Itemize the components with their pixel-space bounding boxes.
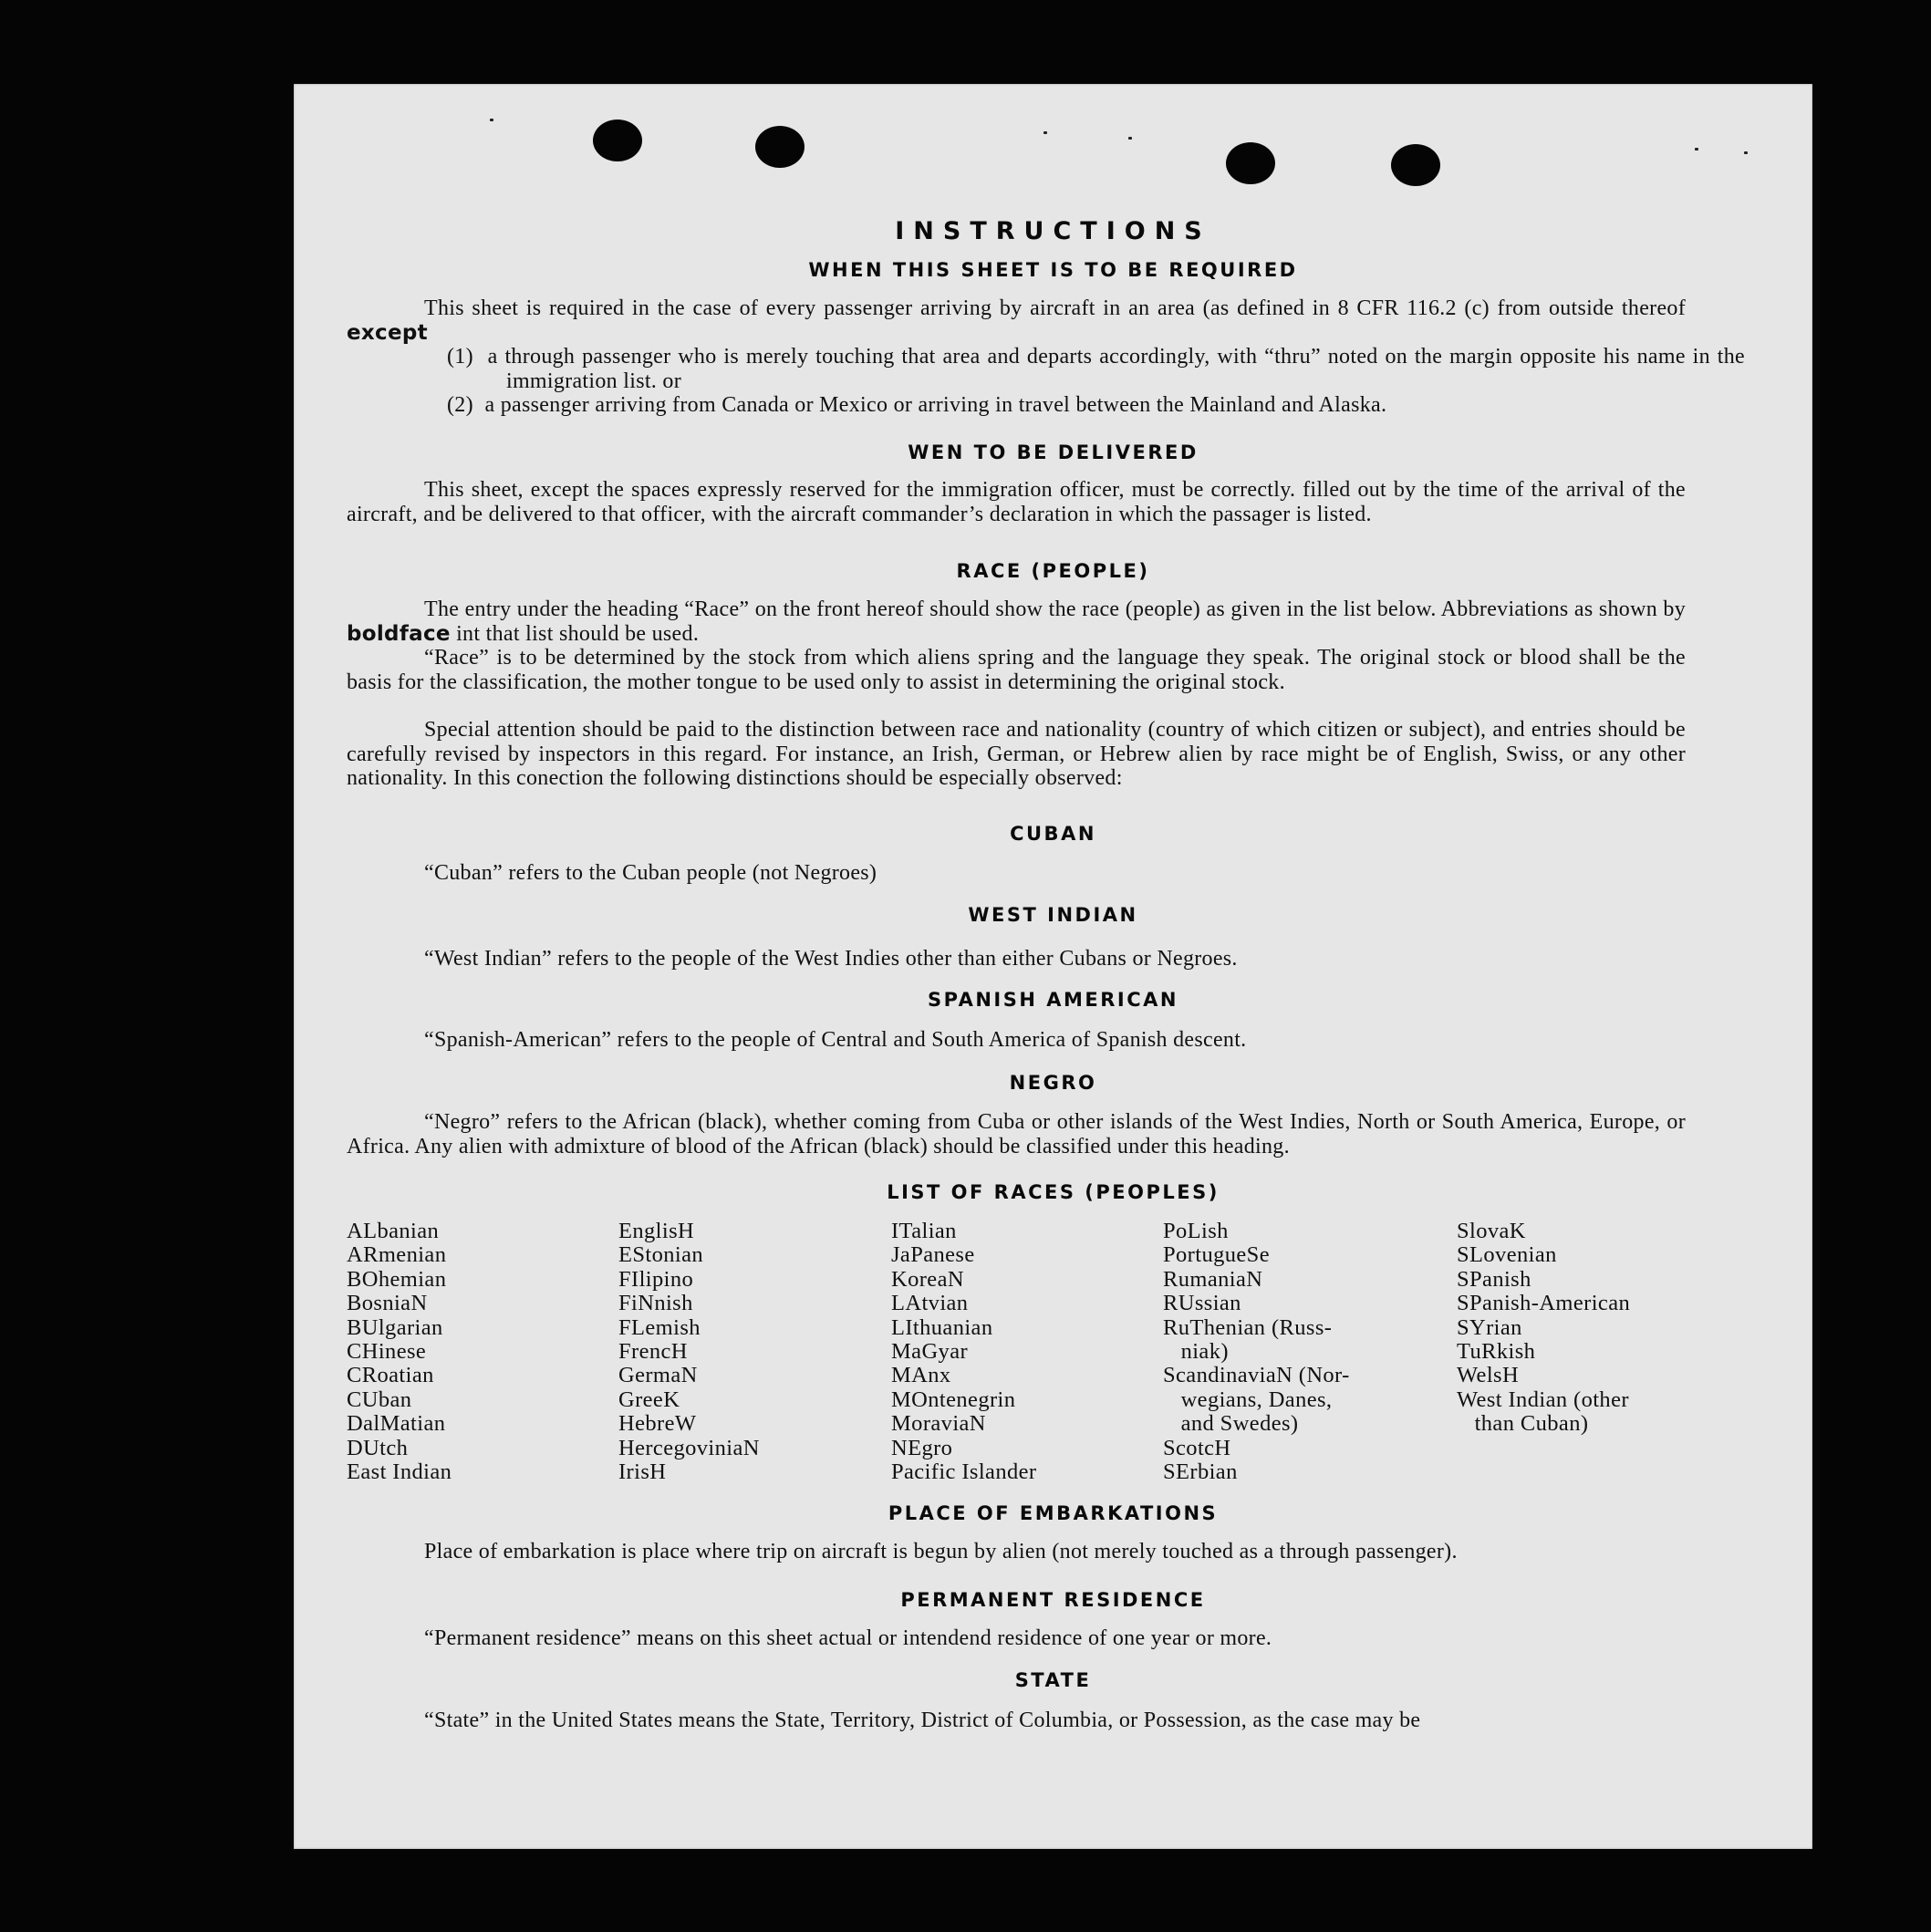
race-list-item: RuThenian (Russ- xyxy=(1163,1314,1333,1340)
page-title: INSTRUCTIONS xyxy=(895,217,1211,245)
race-list-item: FrencH xyxy=(618,1339,688,1365)
negro-text: “Negro” refers to the African (black), whether coming from Cuba or other islands of the West Indies, North or South America, Europe, or Africa. Any alien with admixture of blood of the African (black) should be classified under this heading. xyxy=(347,1110,1686,1158)
embarkation-text: Place of embarkation is place where trip on aircraft is begun by alien (not merely touched as a through passenger). xyxy=(424,1540,1458,1563)
race-list-item: SlovaK xyxy=(1457,1219,1526,1243)
race-list-item: KoreaN xyxy=(891,1266,964,1292)
section-heading-cuban: CUBAN xyxy=(1010,823,1096,845)
exception-item-1: (1) a through passenger who is merely touching that area and departs accordingly, with “thru” noted on the margin opposite his name in the immigration list. or xyxy=(447,345,1745,393)
race-list-item: wegians, Danes, xyxy=(1163,1387,1333,1412)
race-list-item: SErbian xyxy=(1163,1459,1238,1485)
race-list-item: NEgro xyxy=(891,1435,953,1460)
race-list-item: HercegoviniaN xyxy=(618,1435,760,1460)
race-paragraph-1: The entry under the heading “Race” on the front hereof should show the race (people) as given in the list below. Abbreviations as shown by boldface int that list should be used. xyxy=(347,597,1686,646)
race-list-item: West Indian (other xyxy=(1457,1387,1629,1412)
punch-hole xyxy=(755,126,805,168)
speck xyxy=(490,119,493,121)
race-list-item: Pacific Islander xyxy=(891,1459,1037,1485)
section-heading-west-indian: WEST INDIAN xyxy=(968,904,1138,926)
section-heading-embarkation: PLACE OF EMBARKATIONS xyxy=(888,1502,1219,1524)
except-emphasis: except xyxy=(347,320,428,345)
race-list-item: ScotcH xyxy=(1163,1435,1231,1460)
race-list-item: CHinese xyxy=(347,1339,427,1365)
race-list-item: BUlgarian xyxy=(347,1314,443,1340)
race-list-item: MaGyar xyxy=(891,1339,969,1365)
race-list-column-4 xyxy=(1163,1220,1350,1484)
race-list-item: SPanish-American xyxy=(1457,1291,1631,1316)
race-list-item: FLemish xyxy=(618,1314,701,1340)
race-list-item: WelsH xyxy=(1457,1363,1520,1388)
race-list-item: ITalian xyxy=(891,1219,957,1243)
race-list-item: EStonian xyxy=(618,1242,704,1268)
section-heading-list-of-races: LIST OF RACES (PEOPLES) xyxy=(887,1181,1220,1203)
race-list-item: LIthuanian xyxy=(891,1314,993,1340)
race-list-item: GermaN xyxy=(618,1363,698,1388)
race-list-item: RUssian xyxy=(1163,1291,1241,1316)
race-list-item: IrisH xyxy=(618,1459,667,1485)
race-list-item: HebreW xyxy=(618,1411,697,1437)
race-list-item: PoLish xyxy=(1163,1219,1229,1243)
race-list-item: CRoatian xyxy=(347,1363,434,1388)
race-list-item: niak) xyxy=(1163,1339,1229,1365)
section-heading-spanish-american: SPANISH AMERICAN xyxy=(928,989,1178,1011)
race-list-item: PortugueSe xyxy=(1163,1242,1270,1268)
race-list-item: SPanish xyxy=(1457,1266,1531,1292)
speck xyxy=(1744,151,1748,154)
punch-hole xyxy=(1226,142,1275,184)
race-list-item: CUban xyxy=(347,1387,412,1412)
speck xyxy=(1695,148,1698,151)
section-heading-permanent-residence: PERMANENT RESIDENCE xyxy=(900,1589,1206,1611)
race-list-column-3 xyxy=(891,1220,1036,1484)
race-list-item: and Swedes) xyxy=(1163,1411,1299,1437)
race-list-item: BOhemian xyxy=(347,1266,447,1292)
west-indian-text: “West Indian” refers to the people of the West Indies other than either Cubans or Negroes. xyxy=(424,947,1238,971)
speck xyxy=(1043,131,1047,134)
race-paragraph-3: Special attention should be paid to the distinction between race and nationality (country of which citizen or subject), and entries should be carefully revised by inspectors in this regard. For instance, an Irish, German, or Hebrew alien by race might be of English, Swiss, or any other nationality. In this conection the following distinctions should be especially observed: xyxy=(347,718,1686,790)
race-list-item: DUtch xyxy=(347,1435,409,1460)
race-list-item: RumaniaN xyxy=(1163,1266,1263,1292)
punch-hole xyxy=(593,119,642,161)
race-list-column-2 xyxy=(618,1220,760,1484)
boldface-emphasis: boldface xyxy=(347,621,451,646)
race-list-column-5 xyxy=(1457,1220,1630,1437)
section-heading-negro: NEGRO xyxy=(1009,1072,1097,1094)
speck xyxy=(1128,137,1132,140)
section-heading-state: STATE xyxy=(1014,1669,1092,1691)
race-list-item: SLovenian xyxy=(1457,1242,1557,1268)
race-list-item: FIlipino xyxy=(618,1266,694,1292)
exception-item-2: (2) a passenger arriving from Canada or Mexico or arriving in travel between the Mainland and Alaska. xyxy=(447,393,1387,417)
section-heading-when-delivered: WEN TO BE DELIVERED xyxy=(908,441,1199,463)
race-list-item: LAtvian xyxy=(891,1291,969,1316)
race-list-item: GreeK xyxy=(618,1387,680,1412)
race-list-item: than Cuban) xyxy=(1457,1411,1589,1437)
state-text: “State” in the United States means the State, Territory, District of Columbia, or Possession, as the case may be xyxy=(424,1709,1421,1732)
when-delivered-text: This sheet, except the spaces expressly reserved for the immigration officer, must be correctly. filled out by the time of the arrival of the aircraft, and be delivered to that officer, with the aircraft commander’s declaration in which the passager is listed. xyxy=(347,478,1686,526)
race-list-column-1 xyxy=(347,1220,452,1484)
race-list-item: FiNnish xyxy=(618,1291,693,1316)
race-list-item: East Indian xyxy=(347,1459,452,1485)
race-list-item: ALbanian xyxy=(347,1219,440,1243)
permanent-residence-text: “Permanent residence” means on this sheet actual or intendend residence of one year or more. xyxy=(424,1626,1272,1650)
race-list-item: ARmenian xyxy=(347,1242,447,1268)
race-list-item: MoraviaN xyxy=(891,1411,986,1437)
race-list-item: BosniaN xyxy=(347,1291,428,1316)
spanish-american-text: “Spanish-American” refers to the people of Central and South America of Spanish descent. xyxy=(424,1028,1247,1052)
race-list-item: SYrian xyxy=(1457,1314,1522,1340)
section-heading-when-required: WHEN THIS SHEET IS TO BE REQUIRED xyxy=(808,259,1298,281)
section-heading-race: RACE (PEOPLE) xyxy=(956,560,1150,582)
race-list-item: EnglisH xyxy=(618,1219,695,1243)
race-list-item: MOntenegrin xyxy=(891,1387,1016,1412)
race-list-item: DalMatian xyxy=(347,1411,446,1437)
when-required-intro: This sheet is required in the case of every passenger arriving by aircraft in an area (as defined in 8 CFR 116.2 (c) from outside thereof except xyxy=(347,296,1686,345)
race-paragraph-2: “Race” is to be determined by the stock from which aliens spring and the language they speak. The original stock or blood shall be the basis for the classification, the mother tongue to be used only to assist in determining the original stock. xyxy=(347,646,1686,694)
race-list-item: ScandinaviaN (Nor- xyxy=(1163,1363,1350,1388)
punch-hole xyxy=(1391,144,1440,186)
race-list-item: JaPanese xyxy=(891,1242,975,1268)
document-sheet xyxy=(294,84,1812,1849)
race-list-item: TuRkish xyxy=(1457,1339,1536,1365)
race-list-item: MAnx xyxy=(891,1363,951,1388)
cuban-text: “Cuban” refers to the Cuban people (not Negroes) xyxy=(424,861,877,885)
